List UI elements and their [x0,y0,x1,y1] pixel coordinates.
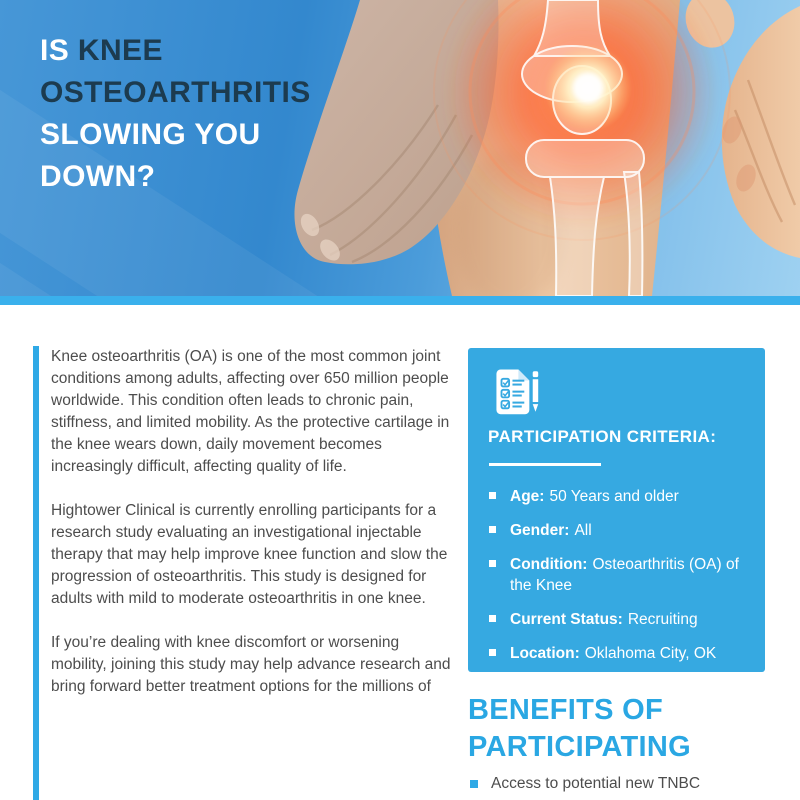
paragraph-study-info: Hightower Clinical is currently enrolling participants for a research study evaluating an investigational injectable therapy that may help improve knee function and slow the progression of osteoarthritis. This study is designed for adults with mild to moderate osteoarthritis in one knee. [51,502,448,607]
criteria-label: Location: [510,645,580,662]
knee-xray-glow-photo [260,0,800,296]
criteria-item-condition [488,554,741,596]
participation-criteria-box [468,348,765,672]
criteria-value: All [574,522,592,539]
square-bullet-icon [489,649,496,656]
benefit-item [470,773,770,795]
criteria-item-gender [488,520,741,541]
square-bullet-icon [489,492,496,499]
intro-article [33,346,451,800]
criteria-value: Osteoarthritis (OA) of the Knee [510,556,739,594]
title-line-1: IS KNEE [40,34,163,67]
square-bullet-icon [489,560,496,567]
hero-banner [0,0,800,296]
content-area [0,305,800,800]
criteria-item-status [488,609,741,630]
criteria-list [488,486,741,664]
page-title [40,30,311,198]
criteria-item-location [488,643,741,664]
criteria-divider [489,463,601,466]
paragraph-join-appeal: If you’re dealing with knee discomfort or worsening mobility, joining this study may help advance research and bring forward better treatment options for the millions of [51,634,451,695]
square-bullet-icon [470,780,478,788]
paragraph-oa-overview: Knee osteoarthritis (OA) is one of the most common joint conditions among adults, affecting over 650 million people worldwide. This condition often leads to chronic pain, stiffness, and limited mobility. As the protective cartilage in the knee wears down, daily movement becomes increasingly difficult, affecting quality of life. [51,348,450,475]
criteria-label: Current Status: [510,611,623,628]
criteria-value: 50 Years and older [549,488,679,505]
square-bullet-icon [489,615,496,622]
divider-strip [0,296,800,305]
benefits-list [470,773,770,795]
criteria-item-age [488,486,741,507]
title-line-3: SLOWING YOU [40,118,261,151]
square-bullet-icon [489,526,496,533]
criteria-value: Oklahoma City, OK [584,645,717,662]
title-line-2: OSTEOARTHRITIS [40,76,311,109]
criteria-label: Condition: [510,556,588,573]
criteria-title: PARTICIPATION CRITERIA: [488,427,717,446]
benefits-title: BENEFITS OF PARTICIPATING [468,694,691,763]
criteria-label: Gender: [510,522,570,539]
benefit-text: Access to potential new TNBC [491,775,701,792]
checklist-pen-icon [488,367,542,421]
criteria-value: Recruiting [627,611,698,628]
title-line-4: DOWN? [40,160,156,193]
criteria-label: Age: [510,488,545,505]
